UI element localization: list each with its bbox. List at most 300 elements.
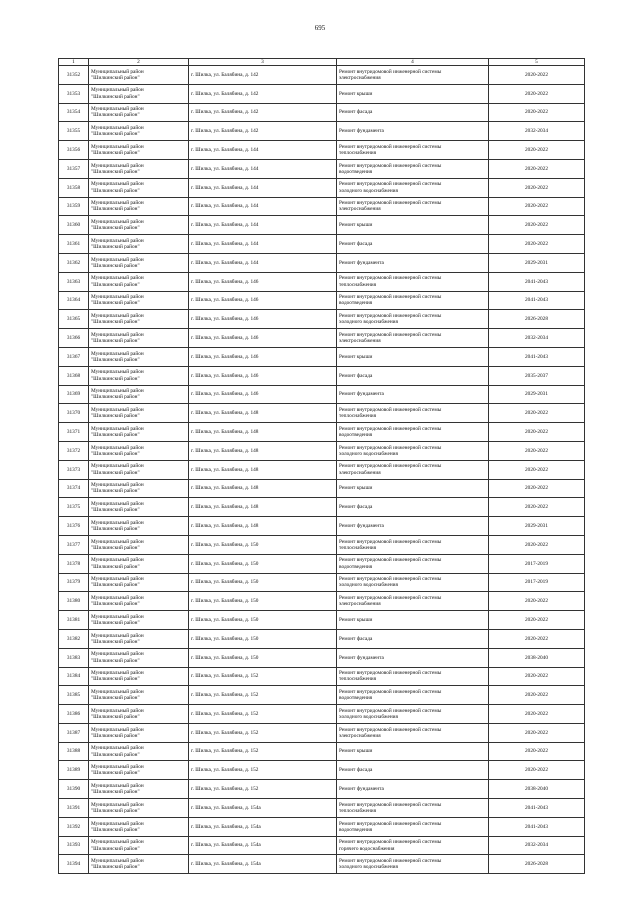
work-type-line-2: электроснабжения — [339, 732, 381, 739]
address-cell: г. Шилка, ул. Балябина, д. 152 — [189, 705, 337, 724]
work-type-cell — [337, 441, 489, 460]
table-row — [59, 216, 585, 235]
row-number: 31390 — [59, 780, 89, 799]
district-line-1: Муниципальный район — [91, 745, 144, 752]
table-row — [59, 799, 585, 818]
work-type-line-1: Ремонт внутридомовой инженерной системы — [339, 425, 442, 432]
table-row — [59, 272, 585, 291]
table-row — [59, 159, 585, 178]
district-cell — [89, 629, 189, 648]
address-cell: г. Шилка, ул. Балябина, д. 152 — [189, 667, 337, 686]
work-type-line-1: Ремонт внутридомовой инженерной системы — [339, 444, 442, 451]
district-line-1: Муниципальный район — [91, 538, 144, 545]
work-type-line-1: Ремонт фасада — [339, 240, 373, 247]
header-row — [59, 59, 585, 66]
column-header-1: 1 — [59, 59, 89, 66]
work-type-line-1: Ремонт внутридомовой инженерной системы — [339, 688, 442, 695]
address-cell: г. Шилка, ул. Балябина, д. 150 — [189, 611, 337, 630]
table-row — [59, 347, 585, 366]
district-cell — [89, 686, 189, 705]
district-line-2: "Шилкинский район" — [91, 751, 140, 758]
work-type-cell — [337, 291, 489, 310]
table-row — [59, 667, 585, 686]
years-cell: 2020-2022 — [489, 404, 585, 423]
address-cell: г. Шилка, ул. Балябина, д. 154а — [189, 855, 337, 874]
row-number: 31388 — [59, 742, 89, 761]
work-type-cell — [337, 479, 489, 498]
district-line-2: "Шилкинский район" — [91, 845, 140, 852]
district-line-2: "Шилкинский район" — [91, 262, 140, 269]
years-cell: 2020-2022 — [489, 441, 585, 460]
district-line-2: "Шилкинский район" — [91, 770, 140, 777]
district-line-2: "Шилкинский район" — [91, 375, 140, 382]
district-line-1: Муниципальный район — [91, 670, 144, 677]
work-type-cell — [337, 366, 489, 385]
table-row — [59, 103, 585, 122]
years-cell: 2035-2037 — [489, 366, 585, 385]
district-line-1: Муниципальный район — [91, 200, 144, 207]
table-row — [59, 310, 585, 329]
work-type-line-1: Ремонт внутридомовой инженерной системы — [339, 181, 442, 188]
district-line-1: Муниципальный район — [91, 632, 144, 639]
work-type-line-2: водоотведения — [339, 300, 373, 307]
district-line-1: Муниципальный район — [91, 463, 144, 470]
district-line-2: "Шилкинский район" — [91, 789, 140, 796]
district-cell — [89, 460, 189, 479]
work-type-line-1: Ремонт внутридомовой инженерной системы — [339, 538, 442, 545]
table-row — [59, 385, 585, 404]
address-cell: г. Шилка, ул. Балябина, д. 142 — [189, 66, 337, 85]
years-cell: 2020-2022 — [489, 159, 585, 178]
work-type-cell — [337, 611, 489, 630]
district-cell — [89, 761, 189, 780]
work-type-cell — [337, 592, 489, 611]
district-line-2: "Шилкинский район" — [91, 356, 140, 363]
district-line-2: "Шилкинский район" — [91, 582, 140, 589]
years-cell: 2020-2022 — [489, 629, 585, 648]
district-line-1: Муниципальный район — [91, 801, 144, 808]
district-line-2: "Шилкинский район" — [91, 432, 140, 439]
work-type-cell — [337, 197, 489, 216]
district-line-2: "Шилкинский район" — [91, 131, 140, 138]
district-cell — [89, 141, 189, 160]
work-type-line-1: Ремонт внутридомовой инженерной системы — [339, 557, 442, 564]
address-cell: г. Шилка, ул. Балябина, д. 146 — [189, 272, 337, 291]
table-row — [59, 723, 585, 742]
district-line-1: Муниципальный район — [91, 764, 144, 771]
table-row — [59, 479, 585, 498]
district-cell — [89, 780, 189, 799]
district-cell — [89, 272, 189, 291]
district-line-2: "Шилкинский район" — [91, 319, 140, 326]
district-line-2: "Шилкинский район" — [91, 206, 140, 213]
work-type-line-1: Ремонт фундамента — [339, 654, 384, 661]
district-line-1: Муниципальный район — [91, 557, 144, 564]
work-type-line-1: Ремонт внутридомовой инженерной системы — [339, 275, 442, 282]
work-type-line-2: холодного водоснабжения — [339, 582, 398, 589]
table-row — [59, 460, 585, 479]
address-cell: г. Шилка, ул. Балябина, д. 150 — [189, 554, 337, 573]
address-cell: г. Шилка, ул. Балябина, д. 150 — [189, 535, 337, 554]
years-cell: 2020-2022 — [489, 686, 585, 705]
district-line-1: Муниципальный район — [91, 688, 144, 695]
district-line-2: "Шилкинский район" — [91, 150, 140, 157]
district-line-1: Муниципальный район — [91, 87, 144, 94]
address-cell: г. Шилка, ул. Балябина, д. 154а — [189, 836, 337, 855]
district-line-2: "Шилкинский район" — [91, 187, 140, 194]
work-type-line-1: Ремонт внутридомовой инженерной системы — [339, 407, 442, 414]
district-cell — [89, 253, 189, 272]
district-line-2: "Шилкинский район" — [91, 112, 140, 119]
work-type-line-2: теплоснабжения — [339, 413, 377, 420]
address-cell: г. Шилка, ул. Балябина, д. 148 — [189, 441, 337, 460]
work-type-cell — [337, 648, 489, 667]
work-type-line-2: холодного водоснабжения — [339, 450, 398, 457]
work-type-line-2: холодного водоснабжения — [339, 864, 398, 871]
row-number: 31389 — [59, 761, 89, 780]
table-row — [59, 592, 585, 611]
row-number: 31378 — [59, 554, 89, 573]
district-cell — [89, 592, 189, 611]
address-cell: г. Шилка, ул. Балябина, д. 144 — [189, 197, 337, 216]
work-type-cell — [337, 253, 489, 272]
work-type-cell — [337, 667, 489, 686]
years-cell: 2032-2034 — [489, 329, 585, 348]
address-cell: г. Шилка, ул. Балябина, д. 150 — [189, 573, 337, 592]
page-number: 695 — [314, 24, 326, 32]
district-line-1: Муниципальный район — [91, 275, 144, 282]
district-line-1: Муниципальный район — [91, 839, 144, 846]
work-type-cell — [337, 517, 489, 536]
table-row — [59, 836, 585, 855]
row-number: 31370 — [59, 404, 89, 423]
district-line-1: Муниципальный район — [91, 407, 144, 414]
district-line-1: Муниципальный район — [91, 388, 144, 395]
row-number: 31361 — [59, 235, 89, 254]
work-type-cell — [337, 799, 489, 818]
work-type-line-1: Ремонт крыши — [339, 353, 373, 360]
work-type-cell — [337, 554, 489, 573]
district-cell — [89, 159, 189, 178]
years-cell: 2020-2022 — [489, 460, 585, 479]
row-number: 31358 — [59, 178, 89, 197]
district-line-1: Муниципальный район — [91, 425, 144, 432]
district-line-2: "Шилкинский район" — [91, 713, 140, 720]
years-cell: 2020-2022 — [489, 479, 585, 498]
district-line-1: Муниципальный район — [91, 143, 144, 150]
district-line-1: Муниципальный район — [91, 444, 144, 451]
district-line-1: Муниципальный район — [91, 350, 144, 357]
work-type-line-2: холодного водоснабжения — [339, 713, 398, 720]
district-line-2: "Шилкинский район" — [91, 695, 140, 702]
work-type-line-2: водоотведения — [339, 168, 373, 175]
row-number: 31387 — [59, 723, 89, 742]
district-line-1: Муниципальный район — [91, 820, 144, 827]
table-row — [59, 122, 585, 141]
work-type-cell — [337, 216, 489, 235]
table-row — [59, 178, 585, 197]
work-type-cell — [337, 310, 489, 329]
work-type-line-1: Ремонт крыши — [339, 748, 373, 755]
district-line-2: "Шилкинский район" — [91, 281, 140, 288]
table-row — [59, 441, 585, 460]
row-number: 31355 — [59, 122, 89, 141]
work-type-line-1: Ремонт фасада — [339, 109, 373, 116]
work-type-cell — [337, 66, 489, 85]
table-row — [59, 141, 585, 160]
row-number: 31372 — [59, 441, 89, 460]
row-number: 31374 — [59, 479, 89, 498]
row-number: 31367 — [59, 347, 89, 366]
district-cell — [89, 122, 189, 141]
work-type-line-2: теплоснабжения — [339, 150, 377, 157]
district-cell — [89, 799, 189, 818]
district-line-2: "Шилкинский район" — [91, 394, 140, 401]
column-header-2: 2 — [89, 59, 189, 66]
table-row — [59, 761, 585, 780]
district-cell — [89, 216, 189, 235]
district-line-1: Муниципальный район — [91, 858, 144, 865]
years-cell: 2038-2040 — [489, 648, 585, 667]
work-type-line-1: Ремонт крыши — [339, 485, 373, 492]
table-body — [59, 66, 585, 874]
district-cell — [89, 611, 189, 630]
years-cell: 2041-2043 — [489, 347, 585, 366]
table-row — [59, 554, 585, 573]
years-cell: 2029-2031 — [489, 517, 585, 536]
work-type-line-1: Ремонт фасада — [339, 504, 373, 511]
work-type-line-1: Ремонт внутридомовой инженерной системы — [339, 200, 442, 207]
table-row — [59, 817, 585, 836]
row-number: 31375 — [59, 498, 89, 517]
years-cell: 2026-2028 — [489, 310, 585, 329]
table-row — [59, 742, 585, 761]
district-cell — [89, 235, 189, 254]
work-type-line-2: теплоснабжения — [339, 676, 377, 683]
district-cell — [89, 347, 189, 366]
district-cell — [89, 554, 189, 573]
work-type-line-1: Ремонт внутридомовой инженерной системы — [339, 331, 442, 338]
work-type-cell — [337, 573, 489, 592]
work-type-cell — [337, 103, 489, 122]
work-type-line-2: холодного водоснабжения — [339, 187, 398, 194]
district-cell — [89, 66, 189, 85]
work-type-line-1: Ремонт внутридомовой инженерной системы — [339, 595, 442, 601]
table-row — [59, 66, 585, 85]
table-header — [59, 59, 585, 66]
district-cell — [89, 441, 189, 460]
address-cell: г. Шилка, ул. Балябина, д. 146 — [189, 366, 337, 385]
work-type-cell — [337, 347, 489, 366]
district-line-1: Муниципальный район — [91, 726, 144, 733]
years-cell: 2026-2028 — [489, 855, 585, 874]
work-type-line-2: водоотведения — [339, 432, 373, 439]
work-type-line-2: водоотведения — [339, 695, 373, 702]
work-type-line-1: Ремонт внутридомовой инженерной системы — [339, 162, 442, 169]
row-number: 31377 — [59, 535, 89, 554]
table-row — [59, 235, 585, 254]
work-type-cell — [337, 423, 489, 442]
table-row — [59, 517, 585, 536]
work-type-cell — [337, 122, 489, 141]
address-cell: г. Шилка, ул. Балябина, д. 148 — [189, 404, 337, 423]
district-cell — [89, 385, 189, 404]
work-type-line-2: электроснабжения — [339, 206, 381, 213]
district-line-1: Муниципальный район — [91, 482, 144, 489]
address-cell: г. Шилка, ул. Балябина, д. 148 — [189, 460, 337, 479]
years-cell: 2020-2022 — [489, 66, 585, 85]
work-type-line-2: холодного водоснабжения — [339, 319, 398, 326]
row-number: 31363 — [59, 272, 89, 291]
district-line-2: "Шилкинский район" — [91, 93, 140, 100]
address-cell: г. Шилка, ул. Балябина, д. 150 — [189, 648, 337, 667]
address-cell: г. Шилка, ул. Балябина, д. 150 — [189, 629, 337, 648]
district-line-1: Муниципальный район — [91, 181, 144, 188]
table-row — [59, 404, 585, 423]
row-number: 31391 — [59, 799, 89, 818]
row-number: 31385 — [59, 686, 89, 705]
work-type-cell — [337, 178, 489, 197]
address-cell: г. Шилка, ул. Балябина, д. 144 — [189, 235, 337, 254]
years-cell: 2041-2043 — [489, 817, 585, 836]
district-line-2: "Шилкинский район" — [91, 676, 140, 683]
years-cell: 2020-2022 — [489, 761, 585, 780]
address-cell: г. Шилка, ул. Балябина, д. 154а — [189, 817, 337, 836]
table-row — [59, 629, 585, 648]
work-type-cell — [337, 535, 489, 554]
district-line-2: "Шилкинский район" — [91, 244, 140, 251]
district-line-1: Муниципальный район — [91, 219, 144, 226]
work-type-line-1: Ремонт внутридомовой инженерной системы — [339, 143, 442, 150]
row-number: 31354 — [59, 103, 89, 122]
work-type-cell — [337, 460, 489, 479]
work-type-cell — [337, 742, 489, 761]
years-cell: 2020-2022 — [489, 498, 585, 517]
work-type-line-2: водоотведения — [339, 826, 373, 833]
district-cell — [89, 855, 189, 874]
years-cell: 2020-2022 — [489, 667, 585, 686]
address-cell: г. Шилка, ул. Балябина, д. 148 — [189, 517, 337, 536]
table-row — [59, 423, 585, 442]
address-cell: г. Шилка, ул. Балябина, д. 150 — [189, 592, 337, 611]
district-line-1: Муниципальный район — [91, 576, 144, 583]
district-cell — [89, 836, 189, 855]
row-number: 31371 — [59, 423, 89, 442]
years-cell: 2032-2034 — [489, 836, 585, 855]
years-cell: 2020-2022 — [489, 611, 585, 630]
work-type-line-1: Ремонт фундамента — [339, 391, 384, 398]
district-cell — [89, 535, 189, 554]
address-cell: г. Шилка, ул. Балябина, д. 146 — [189, 291, 337, 310]
district-line-2: "Шилкинский район" — [91, 864, 140, 871]
table-row — [59, 535, 585, 554]
address-cell: г. Шилка, ул. Балябина, д. 152 — [189, 742, 337, 761]
district-cell — [89, 103, 189, 122]
row-number: 31368 — [59, 366, 89, 385]
years-cell: 2020-2022 — [489, 592, 585, 611]
district-cell — [89, 648, 189, 667]
work-type-line-1: Ремонт внутридомовой инженерной системы — [339, 294, 442, 301]
district-line-1: Муниципальный район — [91, 519, 144, 526]
table-row — [59, 648, 585, 667]
row-number: 31353 — [59, 84, 89, 103]
district-cell — [89, 479, 189, 498]
years-cell: 2041-2043 — [489, 272, 585, 291]
district-line-1: Муниципальный район — [91, 782, 144, 789]
work-type-line-1: Ремонт внутридомовой инженерной системы — [339, 576, 442, 583]
work-type-cell — [337, 723, 489, 742]
district-line-2: "Шилкинский район" — [91, 526, 140, 533]
work-type-line-1: Ремонт фундамента — [339, 522, 384, 529]
years-cell: 2020-2022 — [489, 141, 585, 160]
years-cell: 2020-2022 — [489, 705, 585, 724]
district-cell — [89, 291, 189, 310]
work-type-line-2: теплоснабжения — [339, 281, 377, 288]
district-line-2: "Шилкинский район" — [91, 807, 140, 814]
district-line-2: "Шилкинский район" — [91, 300, 140, 307]
years-cell: 2020-2022 — [489, 84, 585, 103]
district-cell — [89, 423, 189, 442]
district-cell — [89, 573, 189, 592]
work-type-line-2: электроснабжения — [339, 601, 381, 608]
address-cell: г. Шилка, ул. Балябина, д. 152 — [189, 686, 337, 705]
work-type-cell — [337, 855, 489, 874]
address-cell: г. Шилка, ул. Балябина, д. 142 — [189, 84, 337, 103]
district-line-2: "Шилкинский район" — [91, 413, 140, 420]
work-type-cell — [337, 817, 489, 836]
district-line-1: Муниципальный район — [91, 68, 144, 75]
work-type-line-1: Ремонт внутридомовой инженерной системы — [339, 726, 442, 733]
district-line-2: "Шилкинский район" — [91, 826, 140, 833]
row-number: 31352 — [59, 66, 89, 85]
work-type-line-1: Ремонт внутридомовой инженерной системы — [339, 707, 442, 714]
column-header-5: 5 — [489, 59, 585, 66]
work-type-cell — [337, 761, 489, 780]
district-line-2: "Шилкинский район" — [91, 507, 140, 514]
work-type-line-2: электроснабжения — [339, 338, 381, 345]
district-cell — [89, 197, 189, 216]
row-number: 31381 — [59, 611, 89, 630]
work-type-line-2: горячего водоснабжения — [339, 845, 395, 852]
table-row — [59, 253, 585, 272]
table-row — [59, 705, 585, 724]
years-cell: 2017-2019 — [489, 573, 585, 592]
years-cell: 2020-2022 — [489, 723, 585, 742]
row-number: 31384 — [59, 667, 89, 686]
district-line-1: Муниципальный район — [91, 313, 144, 320]
address-cell: г. Шилка, ул. Балябина, д. 154а — [189, 799, 337, 818]
years-cell: 2020-2022 — [489, 423, 585, 442]
table-row — [59, 498, 585, 517]
district-line-1: Муниципальный район — [91, 294, 144, 301]
district-line-2: "Шилкинский район" — [91, 338, 140, 345]
address-cell: г. Шилка, ул. Балябина, д. 148 — [189, 423, 337, 442]
district-line-2: "Шилкинский район" — [91, 620, 140, 626]
district-cell — [89, 498, 189, 517]
row-number: 31392 — [59, 817, 89, 836]
address-cell: г. Шилка, ул. Балябина, д. 146 — [189, 329, 337, 348]
row-number: 31356 — [59, 141, 89, 160]
district-line-1: Муниципальный район — [91, 106, 144, 113]
work-type-cell — [337, 272, 489, 291]
work-type-line-1: Ремонт фундамента — [339, 259, 384, 266]
work-type-line-1: Ремонт внутридомовой инженерной системы — [339, 463, 442, 470]
row-number: 31366 — [59, 329, 89, 348]
district-line-2: "Шилкинский район" — [91, 657, 140, 664]
row-number: 31386 — [59, 705, 89, 724]
row-number: 31383 — [59, 648, 89, 667]
address-cell: г. Шилка, ул. Балябина, д. 144 — [189, 141, 337, 160]
